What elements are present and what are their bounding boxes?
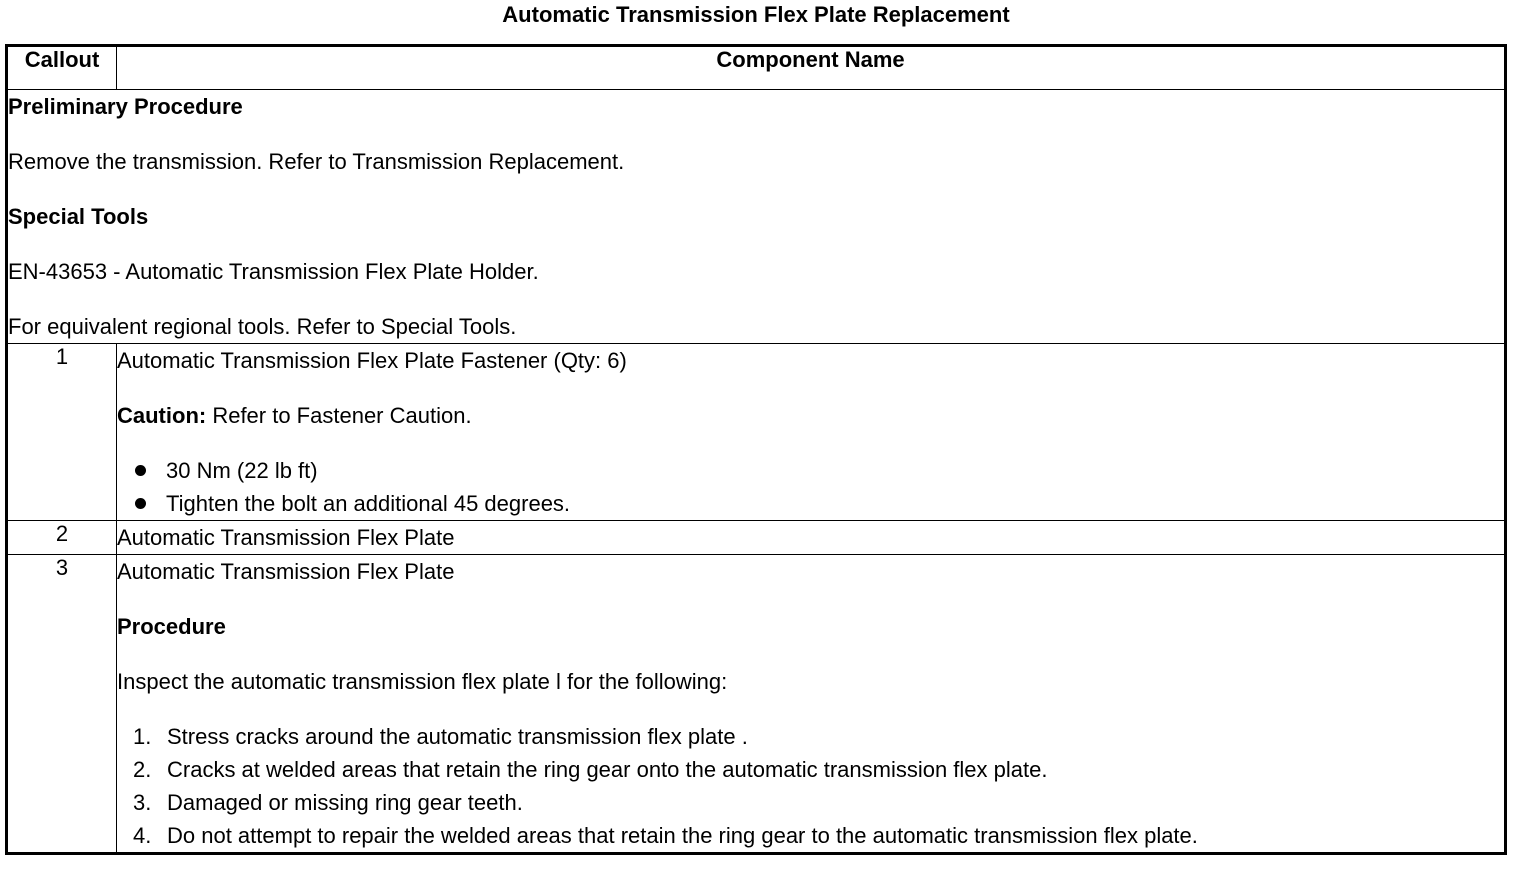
special-tool-item: EN-43653 - Automatic Transmission Flex Plate Holder. bbox=[8, 259, 539, 284]
caution-label: Caution: bbox=[117, 403, 207, 428]
bullet-text: Tighten the bolt an additional 45 degrees. bbox=[166, 491, 571, 516]
procedure-heading: Procedure bbox=[117, 614, 226, 639]
callout-number: 3 bbox=[7, 555, 117, 854]
inspect-text: Inspect the automatic transmission flex plate l for the following: bbox=[117, 669, 728, 694]
preliminary-text: Remove the transmission. Refer to Transmission Replacement. bbox=[8, 149, 625, 174]
header-component-name: Component Name bbox=[117, 46, 1506, 90]
table-row bbox=[7, 521, 1506, 555]
component-name: Automatic Transmission Flex Plate Fastener (Qty: 6) bbox=[117, 348, 627, 373]
component-cell bbox=[117, 555, 1506, 854]
preliminary-heading: Preliminary Procedure bbox=[8, 94, 243, 119]
table-header-row bbox=[7, 46, 1506, 90]
special-tools-heading: Special Tools bbox=[8, 204, 149, 229]
bullet-text: 30 Nm (22 lb ft) bbox=[166, 458, 318, 483]
component-cell bbox=[117, 521, 1506, 555]
bullet-dot-icon bbox=[135, 498, 146, 509]
bullet-dot-icon bbox=[135, 465, 146, 476]
header-callout: Callout bbox=[7, 46, 117, 90]
component-name: Automatic Transmission Flex Plate bbox=[117, 559, 455, 584]
bullet-item bbox=[117, 454, 1504, 487]
component-table bbox=[5, 44, 1507, 855]
list-item: 1. Stress cracks around the automatic transmission flex plate . bbox=[133, 724, 748, 749]
caution-text: Refer to Fastener Caution. bbox=[206, 403, 472, 428]
list-item: 4. Do not attempt to repair the welded areas that retain the ring gear to the automatic transmission flex plate. bbox=[133, 823, 1198, 848]
list-item: 2. Cracks at welded areas that retain the ring gear onto the automatic transmission flex plate. bbox=[133, 757, 1048, 782]
page-title: Automatic Transmission Flex Plate Replacement bbox=[502, 2, 1010, 27]
table-row bbox=[7, 555, 1506, 854]
bullet-item bbox=[117, 487, 1504, 520]
table-row bbox=[7, 344, 1506, 521]
preliminary-cell bbox=[7, 90, 1506, 344]
callout-number: 1 bbox=[7, 344, 117, 521]
component-cell bbox=[117, 344, 1506, 521]
caution-line bbox=[117, 399, 1504, 432]
component-name: Automatic Transmission Flex Plate bbox=[117, 525, 455, 550]
callout-number: 2 bbox=[7, 521, 117, 555]
special-tools-note: For equivalent regional tools. Refer to Special Tools. bbox=[8, 314, 517, 339]
list-item: 3. Damaged or missing ring gear teeth. bbox=[133, 790, 523, 815]
preliminary-row bbox=[7, 90, 1506, 344]
